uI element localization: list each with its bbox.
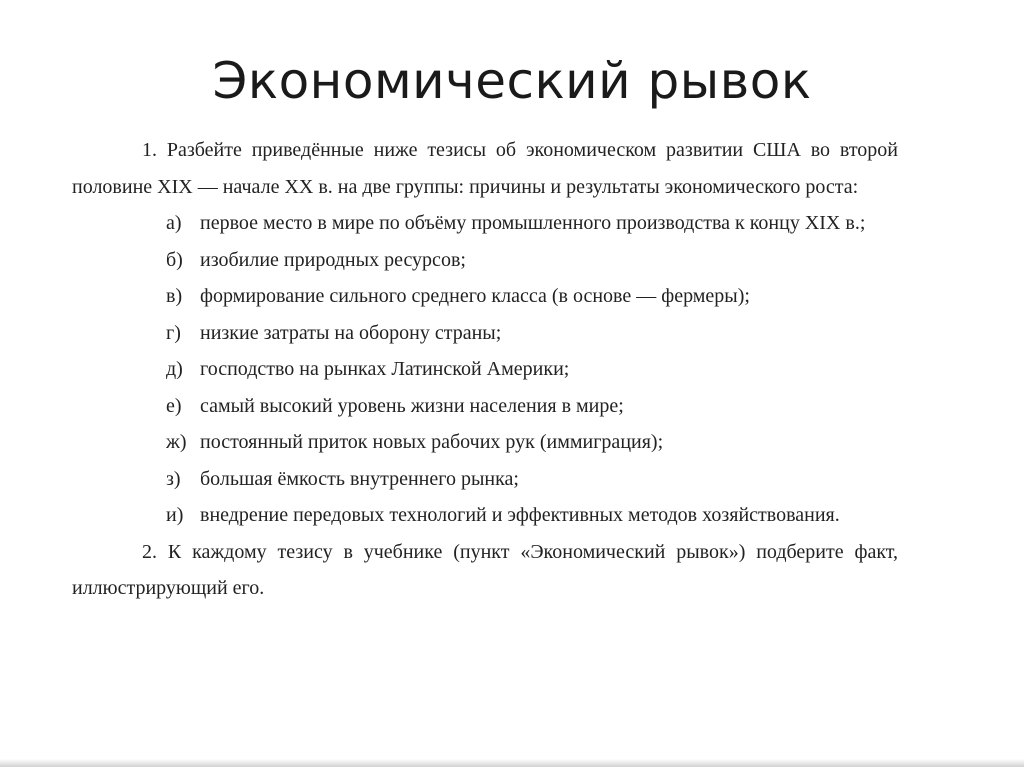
list-item	[72, 424, 898, 461]
list-item-text: изобилие природных ресурсов;	[200, 248, 466, 271]
task-1-number: 1.	[142, 139, 157, 161]
list-item-text: большая ёмкость внутреннего рынка;	[200, 467, 519, 490]
list-item	[72, 388, 898, 425]
list-item	[72, 461, 898, 498]
list-item	[72, 278, 898, 315]
list-item-text: самый высокий уровень жизни населения в мире;	[200, 394, 624, 417]
list-item	[72, 242, 898, 279]
list-item-marker: з)	[166, 467, 181, 490]
task-document	[72, 132, 898, 607]
task-2-text: К каждому тезису в учебнике (пункт «Экономический рывок») подберите факт, иллюстрирующий его.	[72, 540, 899, 599]
list-item-marker: и)	[166, 504, 184, 526]
list-item-text: первое место в мире по объёму промышленного производства к концу XIX в.;	[200, 212, 866, 234]
list-item	[72, 315, 898, 352]
list-item-marker: а)	[166, 212, 182, 234]
list-item-marker: ж)	[166, 431, 187, 453]
task-2-number: 2.	[142, 540, 157, 563]
list-item-text: постоянный приток новых рабочих рук (иммиграция);	[200, 431, 664, 453]
slide-title: Экономический рывок	[212, 52, 812, 110]
thesis-list	[72, 205, 898, 534]
list-item	[72, 205, 898, 242]
list-item-text: формирование сильного среднего класса (в основе — фермеры);	[200, 285, 750, 307]
list-item	[72, 497, 898, 534]
task-1	[72, 132, 898, 205]
list-item-marker: д)	[166, 358, 183, 380]
list-item-marker: г)	[166, 321, 181, 344]
list-item-marker: е)	[166, 394, 182, 417]
list-item	[72, 351, 898, 388]
list-item-marker: б)	[166, 248, 183, 271]
list-item-marker: в)	[166, 285, 183, 307]
task-2	[72, 534, 898, 607]
list-item-text: низкие затраты на оборону страны;	[200, 321, 502, 344]
task-1-text: Разбейте приведённые ниже тезисы об экономическом развитии США во второй половине XIX — начале XX в. на две группы: причины и результаты экономического роста:	[72, 139, 899, 198]
list-item-text: внедрение передовых технологий и эффективных методов хозяйствования.	[200, 504, 840, 526]
list-item-text: господство на рынках Латинской Америки;	[200, 358, 570, 380]
slide-bottom-shadow	[0, 759, 1024, 767]
